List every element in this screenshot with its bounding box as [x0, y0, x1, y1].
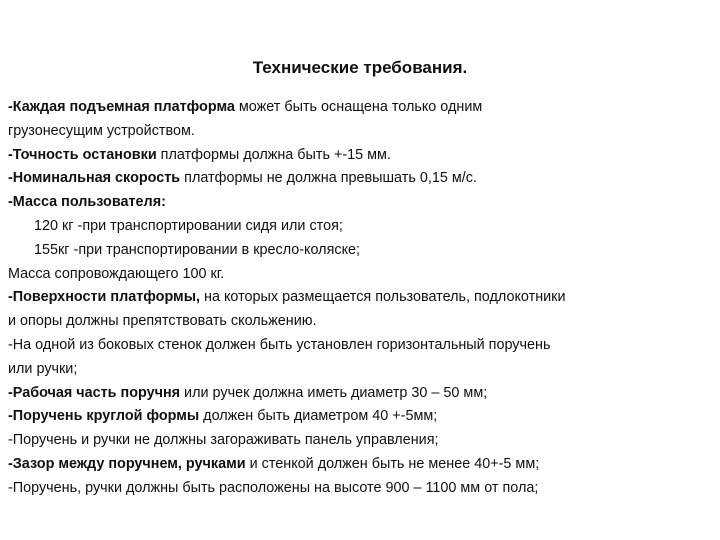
requirement-line [8, 215, 716, 239]
emphasis: -Рабочая часть поручня [8, 384, 181, 401]
requirement-line [8, 405, 716, 429]
line-text: -Поручень, ручки должны быть расположены на высоте 900 – 1100 мм от пола; [8, 479, 539, 496]
line-text: на которых размещается пользователь, подлокотники [200, 289, 566, 306]
slide-title: Технические требования. [252, 58, 468, 77]
emphasis: -Поверхности платформы, [8, 289, 200, 306]
emphasis: -Зазор между поручнем, ручками [8, 455, 246, 472]
requirement-line [8, 453, 716, 477]
requirement-line [8, 120, 716, 144]
line-text: Масса сопровождающего 100 кг. [8, 265, 225, 282]
line-text: может быть оснащена только одним [234, 99, 483, 115]
requirement-line [8, 334, 716, 358]
requirement-line [8, 286, 716, 310]
requirement-line [8, 191, 716, 215]
emphasis: -Масса пользователя: [8, 194, 166, 211]
line-text: и опоры должны препятствовать скольжению. [8, 313, 317, 330]
requirement-line [8, 167, 716, 191]
requirement-line [8, 477, 716, 501]
line-text: 155кг -при транспортировании в кресло-коляске; [34, 241, 361, 258]
line-text: платформы не должна превышать 0,15 м/с. [180, 170, 477, 187]
requirement-line [8, 144, 716, 168]
line-text: платформы должна быть +-15 мм. [156, 146, 391, 163]
line-text: -Поручень и ручки не должны загораживать панель управления; [8, 432, 439, 449]
requirement-line [8, 96, 716, 120]
line-text: -На одной из боковых стенок должен быть установлен горизонтальный поручень [8, 336, 551, 353]
emphasis: -Поручень круглой формы [8, 408, 200, 425]
emphasis: -Каждая подъемная платформа [8, 99, 235, 115]
requirements-text [8, 96, 716, 501]
requirement-line [8, 358, 716, 382]
line-text: или ручек должна иметь диаметр 30 – 50 мм; [180, 384, 488, 401]
requirement-line [8, 429, 716, 453]
requirement-line [8, 382, 716, 406]
line-text: должен быть диаметром 40 +-5мм; [199, 408, 438, 425]
emphasis: -Точность остановки [8, 146, 157, 163]
line-text: или ручки; [8, 360, 78, 377]
line-text: грузонесущим устройством. [8, 122, 195, 139]
emphasis: -Номинальная скорость [8, 170, 181, 187]
line-text: и стенкой должен быть не менее 40+-5 мм; [245, 455, 540, 472]
line-text: 120 кг -при транспортировании сидя или стоя; [34, 217, 343, 234]
requirement-line [8, 310, 716, 334]
requirement-line [8, 239, 716, 263]
requirement-line [8, 263, 716, 287]
